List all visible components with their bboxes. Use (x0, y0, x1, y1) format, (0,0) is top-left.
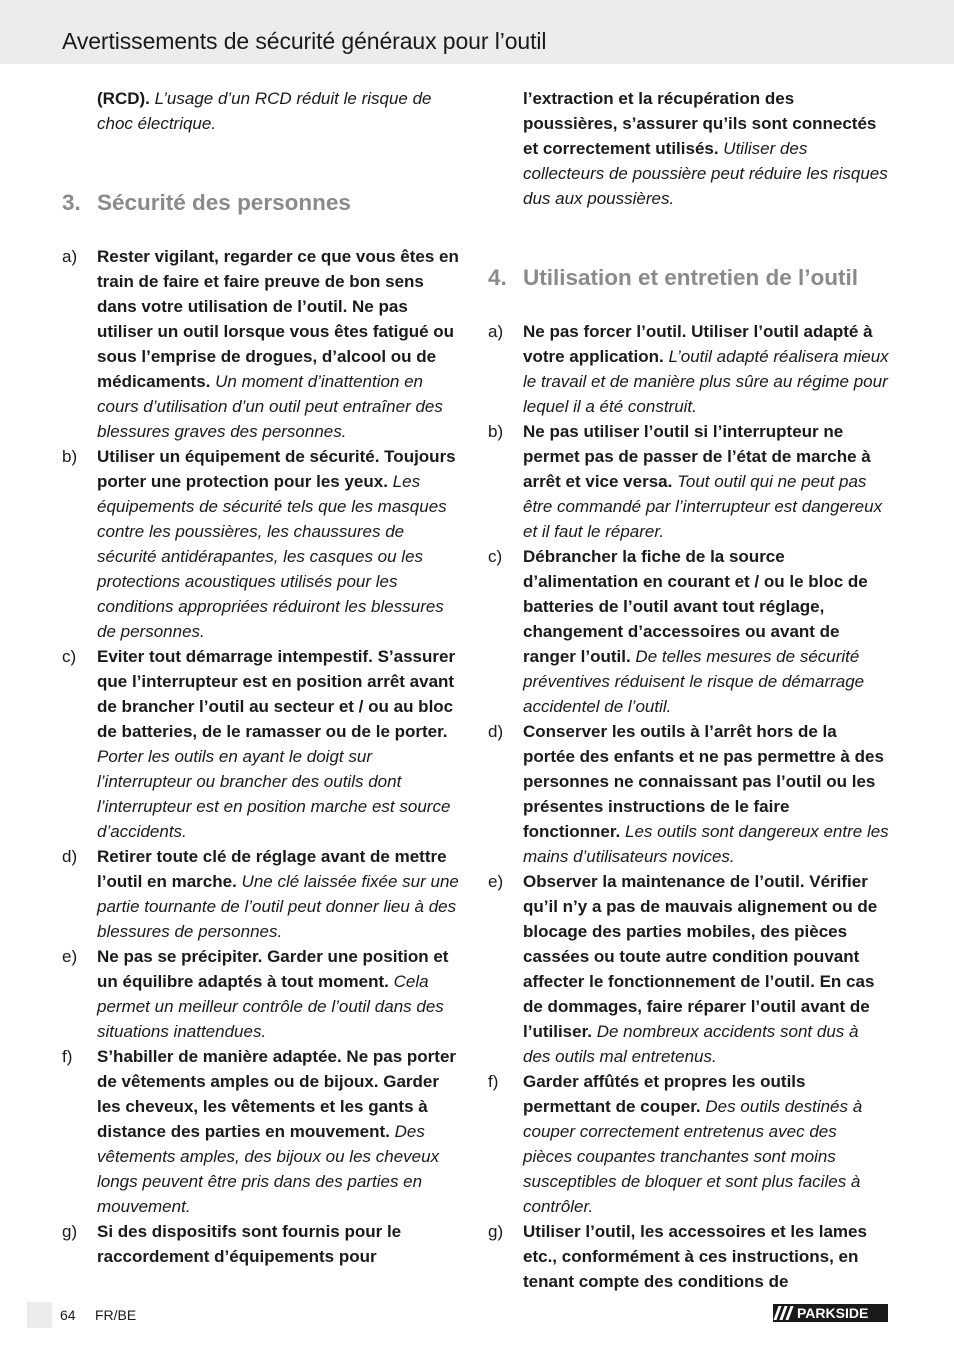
left-column (62, 86, 466, 1269)
list-item (62, 444, 466, 644)
item-italic-text: Des outils destinés à couper correctement entretenus avec des pièces coupantes tranchantes sont moins susceptibles de bloquer et sont plus faciles à contrôler. (523, 1097, 863, 1216)
item-italic-text: Tout outil qui ne peut pas être commandé par l’interrupteur est dangereux et il faut le réparer. (523, 472, 883, 541)
logo-stripes-icon (776, 1306, 791, 1320)
left-intro (62, 86, 466, 136)
item-bold-text: S’habiller de manière adaptée. Ne pas porter de vêtements amples ou de bijoux. Garder les cheveux, les vêtements et les gants à distance des parties en mouvement. (97, 1047, 457, 1141)
item-bold-text: Ne pas forcer l’outil. Utiliser l’outil adapté à votre application. (523, 322, 873, 366)
item-bold-text: Conserver les outils à l’arrêt hors de la portée des enfants et ne pas permettre à des personnes ne connaissant pas l’outil ou les présentes instructions de le faire fonctionner. (523, 722, 884, 841)
right-column (488, 86, 890, 1294)
right-intro-italic: Utiliser des collecteurs de poussière peut réduire les risques dus aux poussières. (523, 139, 888, 208)
page-title: Avertissements de sécurité généraux pour l’outil (62, 28, 547, 54)
brand-logo (773, 1304, 888, 1322)
language-code: FR/BE (95, 1307, 137, 1323)
item-letter: d) (62, 847, 78, 866)
item-italic-text: De telles mesures de sécurité préventives réduisent le risque de démarrage accidentel de l’outil. (523, 647, 865, 716)
list-item (488, 1069, 890, 1219)
section-number: 4. (488, 265, 507, 290)
item-letter: b) (488, 422, 504, 441)
item-italic-text: Des vêtements amples, des bijoux ou les cheveux longs peuvent être pris dans des parties en mouvement. (97, 1122, 440, 1216)
item-letter: b) (62, 447, 78, 466)
brand-name: PARKSIDE (797, 1305, 869, 1321)
item-letter: a) (62, 247, 78, 266)
item-italic-text: L’outil adapté réalisera mieux le travail et de manière plus sûre au régime pour lequel il a été construit. (523, 347, 889, 416)
item-bold-text: Utiliser un équipement de sécurité. Toujours porter une protection pour les yeux. (97, 447, 456, 491)
item-bold-text: Retirer toute clé de réglage avant de mettre l’outil en marche. (97, 847, 447, 891)
item-letter: e) (62, 947, 78, 966)
list-item (62, 644, 466, 844)
list-item (62, 1044, 466, 1219)
list-item (62, 844, 466, 944)
item-letter: g) (488, 1222, 504, 1241)
item-bold-text: Si des dispositifs sont fournis pour le raccordement d’équipements pour (97, 1222, 402, 1266)
item-letter: f) (488, 1072, 499, 1091)
item-bold-text: Observer la maintenance de l’outil. Vérifier qu’il n’y a pas de mauvais alignement ou de blocage des parties mobiles, des pièces cassées ou toute autre condition pouvant affecter le fonctionnement de l’outil. En cas de dommages, faire réparer l’outil avant de l’utiliser. (523, 872, 878, 1041)
item-letter: f) (62, 1047, 73, 1066)
right-intro (488, 86, 890, 211)
section-title-text: Utilisation et entretien de l’outil (523, 265, 859, 290)
item-bold-text: Ne pas se précipiter. Garder une position et un équilibre adaptés à tout moment. (97, 947, 449, 991)
item-bold-text: Garder affûtés et propres les outils permettant de couper. (523, 1072, 806, 1116)
page-number: 64 (60, 1307, 76, 1323)
list-item (62, 1219, 466, 1269)
item-letter: c) (62, 647, 77, 666)
item-letter: e) (488, 872, 504, 891)
right-intro-bold: l’extraction et la récupération des poussières, s’assurer qu’ils sont connectés et correctement utilisés. (523, 89, 877, 158)
header-bar (0, 0, 954, 64)
item-letter: g) (62, 1222, 78, 1241)
item-bold-text: Utiliser l’outil, les accessoires et les lames etc., conformément à ces instructions, en tenant compte des conditions de (523, 1222, 867, 1291)
list-item (488, 719, 890, 869)
item-italic-text: De nombreux accidents sont dus à des outils mal entretenus. (523, 1022, 859, 1066)
footer-page-box (27, 1302, 52, 1328)
item-italic-text: Cela permet un meilleur contrôle de l’outil dans des situations inattendues. (97, 972, 444, 1041)
item-italic-text: Les équipements de sécurité tels que les masques contre les poussières, les chaussures de sécurité antidérapantes, les casques ou les protections acoustiques utilisés pour les conditions appropriées réduiront les blessures de personnes. (97, 472, 447, 641)
list-item (488, 1219, 890, 1294)
item-italic-text: Un moment d’inattention en cours d’utilisation d’un outil peut entraîner des blessures graves des personnes. (97, 372, 443, 441)
item-italic-text: Porter les outils en ayant le doigt sur l’interrupteur ou brancher des outils dont l’interrupteur est en position marche est source d’accidents. (97, 747, 451, 841)
item-bold-text: Eviter tout démarrage intempestif. S’assurer que l’interrupteur est en position arrêt avant de brancher l’outil au secteur et / ou au bloc de batteries, de le ramasser ou de le porter. (97, 647, 456, 741)
list-item (488, 319, 890, 419)
item-bold-text: Débrancher la fiche de la source d’alimentation en courant et / ou le bloc de batteries de l’outil avant tout réglage, changement d’accessoires ou avant de ranger l’outil. (523, 547, 868, 666)
left-intro-italic: L’usage d’un RCD réduit le risque de choc électrique. (97, 89, 432, 133)
item-letter: d) (488, 722, 504, 741)
item-bold-text: Rester vigilant, regarder ce que vous êtes en train de faire et faire preuve de bon sens dans votre utilisation de l’outil. Ne pas utiliser un outil lorsque vous êtes fatigué ou sous l’emprise de drogues, d’alcool ou de médicaments. (97, 247, 459, 391)
item-letter: c) (488, 547, 503, 566)
list-item (488, 869, 890, 1069)
section-title-text: Sécurité des personnes (97, 190, 351, 215)
list-item (62, 944, 466, 1044)
item-bold-text: Ne pas utiliser l’outil si l’interrupteur ne permet pas de passer de l’état de marche à arrêt et vice versa. (523, 422, 871, 491)
section-heading-4 (488, 263, 890, 293)
list-item (488, 419, 890, 544)
section-number: 3. (62, 190, 81, 215)
list-item (62, 244, 466, 444)
list-item (488, 544, 890, 719)
item-letter: a) (488, 322, 504, 341)
section-heading-3 (62, 188, 466, 218)
item-italic-text: Les outils sont dangereux entre les mains d’utilisateurs novices. (523, 822, 889, 866)
left-intro-bold: (RCD). (97, 89, 150, 108)
item-italic-text: Une clé laissée fixée sur une partie tournante de l’outil peut donner lieu à des blessures de personnes. (97, 872, 459, 941)
